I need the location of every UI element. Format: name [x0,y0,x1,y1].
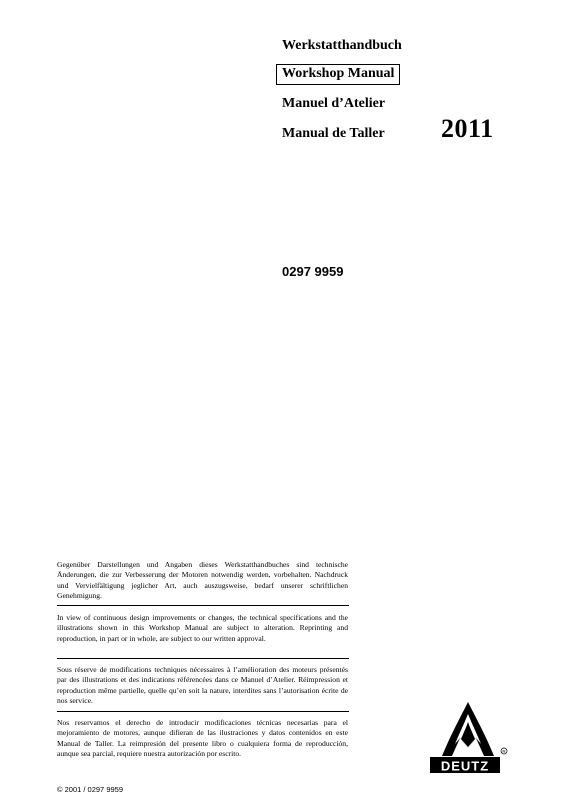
title-french: Manuel d’Atelier [282,96,386,111]
registered-mark: R [502,748,506,754]
divider [57,711,349,712]
deutz-logo-wordmark: DEUTZ [440,758,490,774]
legal-notice-german: Gegenüber Darstellungen und Angaben dieses Werkstatthandbuches sind technische Änderungen, die zur Verbesserung der Motoren notwendig werden, vorbehalten. Nachdruck und Vervielfältigung jeglicher Art, auch auszugsweise, bedarf unserer schriftlichen Genehmigung. [57,560,348,600]
legal-notice-spanish: Nos reservamos el derecho de introducir modificaciones técnicas necesarias para el mejoramiento de motores, aunque difieran de las ilustraciones y datos contenidos en este Manual de Taller. La reimpresión del presente libro o cualquiera forma de reproducción, aunque sea parcial, requiere nuestra autorización por escrito. [57,718,348,758]
copyright-notice: © 2001 / 0297 9959 [57,785,123,794]
title-german: Werkstatthandbuch [282,38,402,53]
divider [57,605,349,606]
divider [57,658,349,659]
deutz-logo [428,700,508,775]
title-english: Workshop Manual [276,64,400,85]
title-spanish: Manual de Taller [282,126,385,141]
engine-model-number: 2011 [441,114,494,143]
deutz-logo-icon [428,700,508,775]
legal-notice-english: In view of continuous design improvements or changes, the technical specifications and the illustrations shown in this Workshop Manual are subject to alteration. Reprinting and reproduction, in part or in whole, are subject to our written approval. [57,613,348,643]
part-number: 0297 9959 [282,264,344,279]
legal-notice-french: Sous réserve de modifications techniques nécessaires à l’amélioration des moteurs présentés par des illustrations et des indications référencées dans ce Manuel d’Atelier. Réimpression et reproduction même partielle, quelle qu’en soit la nature, interdites sans l’autorisation écrite de nos service. [57,665,348,705]
